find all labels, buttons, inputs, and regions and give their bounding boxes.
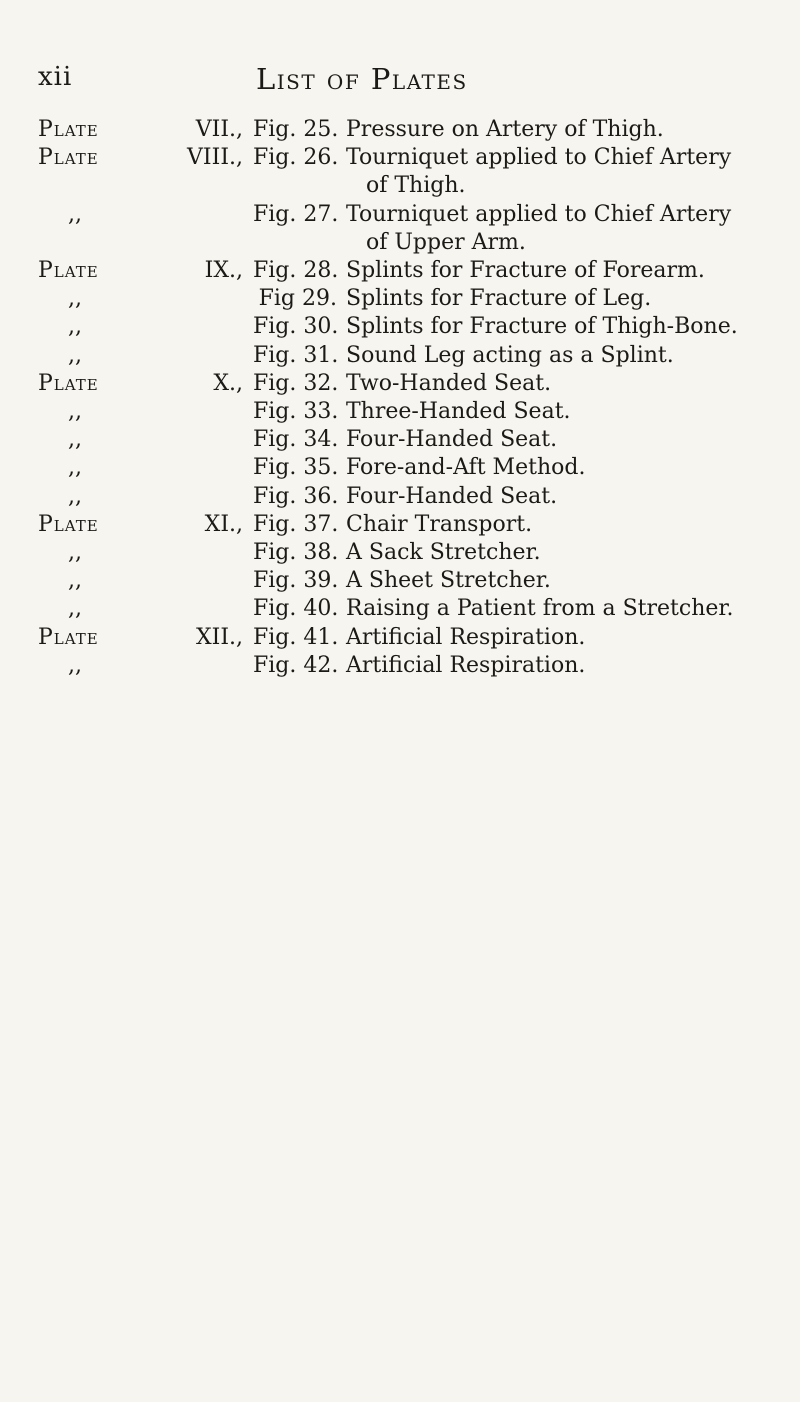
plate-entry [38,285,788,313]
plate-number: XII., [195,624,243,650]
figure-number: Fig. 42. [253,652,339,678]
figure-number: Fig. 40. [253,596,339,622]
description-line: A Sack Stretcher. [346,540,541,566]
figure-number: Fig. 41. [253,624,339,650]
description-continuation: of Thigh. [366,173,466,199]
page-number: xii [38,62,73,92]
figure-number: Fig. 38. [253,540,339,566]
figure-description [346,511,788,539]
ditto-mark: ,, [68,201,82,227]
description-line: Sound Leg acting as a Splint. [346,342,674,368]
plate-number: X., [213,370,243,396]
ditto-mark: ,, [68,540,82,566]
figure-description [346,567,788,595]
plate-label: Plate [38,258,99,284]
plate-entry [38,595,788,623]
description-line: Four-Handed Seat. [346,483,558,509]
plate-label: Plate [38,117,99,142]
plate-entry [38,257,788,285]
figure-number: Fig 29. [258,286,337,312]
description-line: Pressure on Artery of Thigh. [346,117,664,142]
figure-number: Fig. 34. [253,427,339,453]
plate-entry [38,370,788,398]
figure-number: Fig. 26. [253,145,339,171]
figure-number: Fig. 28. [253,258,339,284]
figure-description [346,342,788,370]
figure-description [346,313,788,341]
description-line: A Sheet Stretcher. [346,568,551,594]
description-line: Four-Handed Seat. [346,427,558,453]
figure-number: Fig. 32. [253,370,339,396]
plate-entry [38,313,788,341]
plate-entry [38,116,788,144]
figure-number: Fig. 37. [253,511,339,537]
figure-description [346,370,788,398]
figure-description [346,144,788,200]
figure-description [346,116,788,144]
figure-number: Fig. 35. [253,455,339,481]
ditto-mark: ,, [68,399,82,425]
plate-entry [38,624,788,652]
ditto-mark: ,, [68,568,82,594]
description-line: Two-Handed Seat. [346,370,552,396]
plate-entry [38,483,788,511]
ditto-mark: ,, [68,314,82,340]
description-line: Artificial Respiration. [346,624,586,650]
plate-entry [38,511,788,539]
plate-entry [38,454,788,482]
figure-number: Fig. 33. [253,399,339,425]
figure-description [346,595,788,623]
page-header [38,62,598,102]
figure-description [346,652,788,680]
description-line: Artificial Respiration. [346,652,586,678]
figure-description [346,483,788,511]
plate-entry [38,398,788,426]
figure-description [346,624,788,652]
plate-number: XI., [204,511,243,537]
description-line: Splints for Fracture of Thigh-Bone. [346,314,738,340]
plate-number: VIII., [187,145,243,171]
ditto-mark: ,, [68,455,82,481]
description-line: Splints for Fracture of Leg. [346,286,652,312]
plate-entry [38,652,788,680]
plate-entry [38,144,788,200]
figure-description [346,539,788,567]
figure-description [346,201,788,257]
figure-number: Fig. 36. [253,483,339,509]
description-continuation: of Upper Arm. [366,229,526,255]
ditto-mark: ,, [68,652,82,678]
ditto-mark: ,, [68,286,82,312]
plate-label: Plate [38,145,99,171]
figure-number: Fig. 30. [253,314,339,340]
figure-description [346,454,788,482]
figure-number: Fig. 25. [253,117,339,142]
figure-number: Fig. 39. [253,568,339,594]
list-of-plates [38,116,788,680]
ditto-mark: ,, [68,427,82,453]
plate-label: Plate [38,624,99,650]
plate-entry [38,426,788,454]
plate-entry [38,539,788,567]
figure-number: Fig. 31. [253,342,339,368]
figure-description [346,398,788,426]
plate-entry [38,201,788,257]
description-line: Splints for Fracture of Forearm. [346,258,705,284]
figure-description [346,257,788,285]
running-title: List of Plates [256,62,468,96]
description-line: Raising a Patient from a Stretcher. [346,596,734,622]
description-line: Tourniquet applied to Chief Artery [346,145,732,171]
figure-description [346,426,788,454]
figure-description [346,285,788,313]
plate-number: VII., [195,117,243,142]
plate-label: Plate [38,370,99,396]
description-line: Tourniquet applied to Chief Artery [346,201,732,227]
description-line: Three-Handed Seat. [346,399,571,425]
plate-number: IX., [204,258,243,284]
figure-number: Fig. 27. [253,201,339,227]
ditto-mark: ,, [68,483,82,509]
ditto-mark: ,, [68,342,82,368]
plate-entry [38,567,788,595]
plate-label: Plate [38,511,99,537]
ditto-mark: ,, [68,596,82,622]
description-line: Chair Transport. [346,511,533,537]
description-line: Fore-and-Aft Method. [346,455,586,481]
plate-entry [38,342,788,370]
